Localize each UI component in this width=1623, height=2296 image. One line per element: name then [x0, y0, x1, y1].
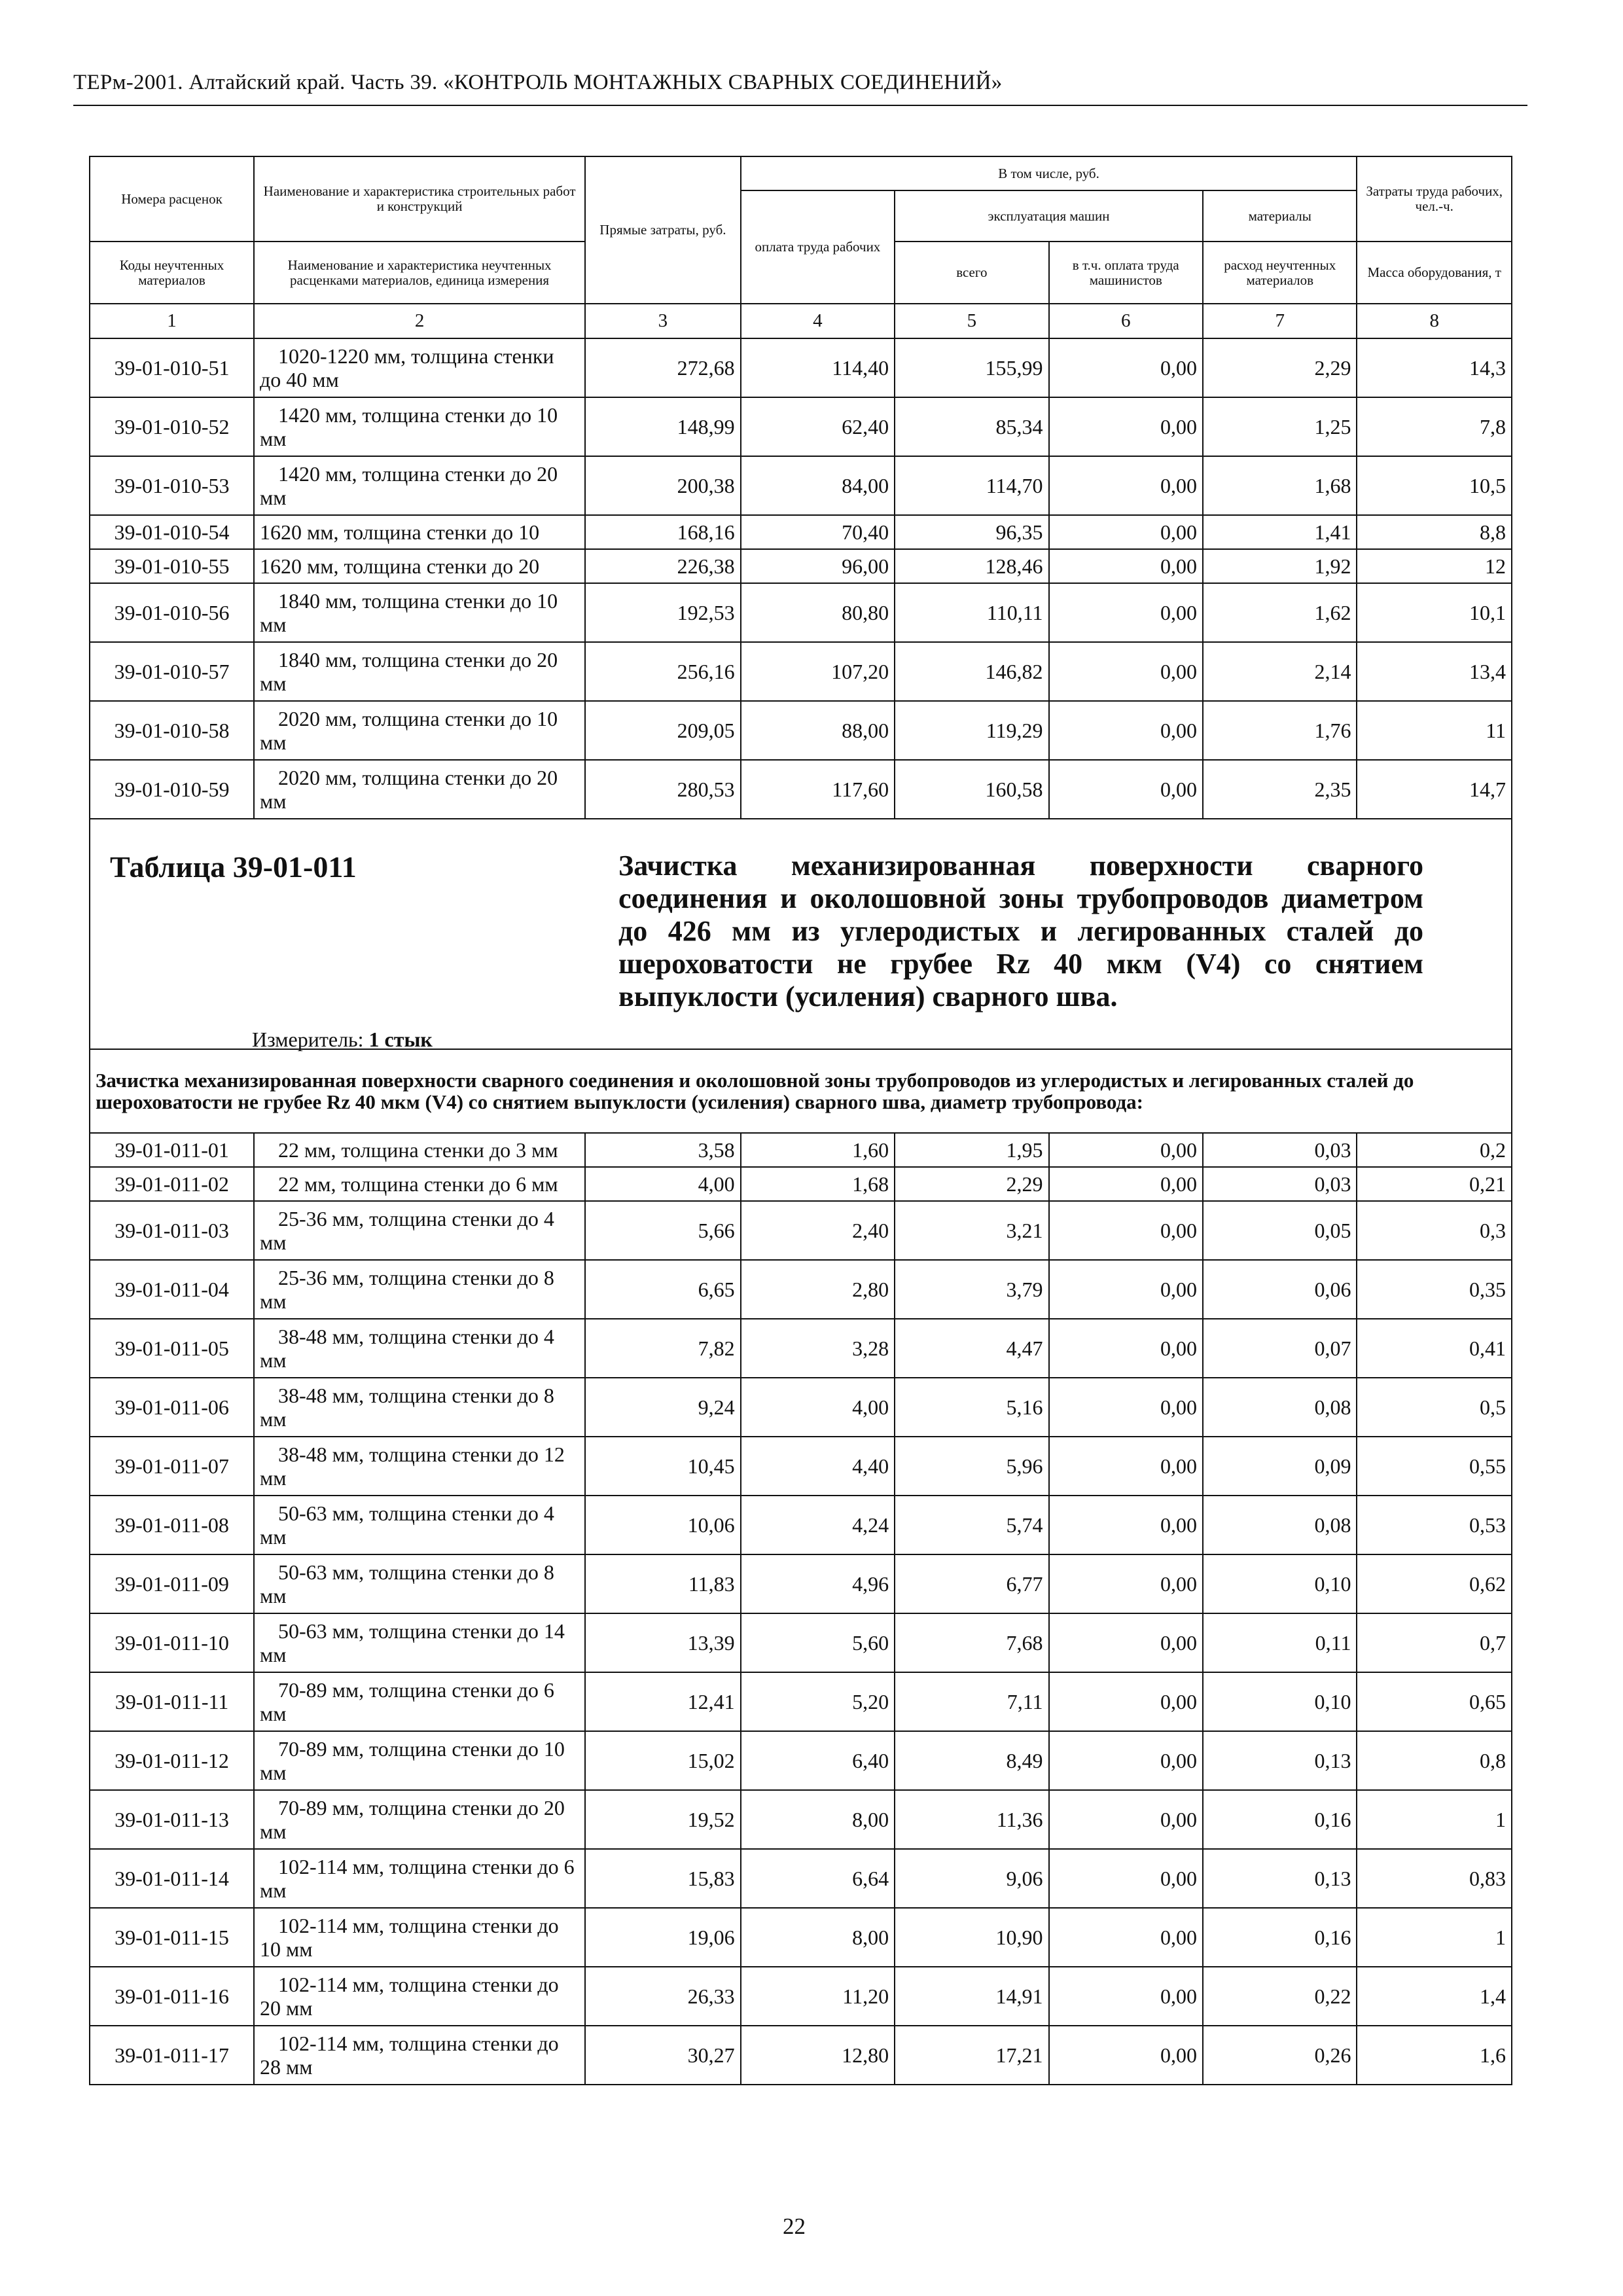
table-row [90, 760, 1512, 819]
worker-pay: 1,60 [741, 1133, 895, 1167]
materials-cost: 0,06 [1203, 1260, 1357, 1319]
rate-code: 39-01-011-13 [90, 1790, 254, 1849]
rate-code: 39-01-011-12 [90, 1731, 254, 1790]
table-row [90, 1790, 1512, 1849]
table-row [90, 701, 1512, 760]
rate-name [254, 1672, 585, 1731]
operator-pay: 0,00 [1049, 583, 1203, 642]
table-row [90, 1672, 1512, 1731]
rate-name-text: 1840 мм, толщина стенки до 10 мм [260, 589, 558, 636]
direct-costs: 192,53 [585, 583, 741, 642]
head-including: В том числе, руб. [741, 156, 1357, 190]
head-unaccounted-codes: Коды неучтенных материалов [90, 242, 254, 304]
machine-total: 96,35 [895, 515, 1048, 549]
machine-total: 8,49 [895, 1731, 1048, 1790]
machine-total: 114,70 [895, 456, 1048, 515]
machine-total: 5,96 [895, 1437, 1048, 1496]
rate-name-text: 38-48 мм, толщина стенки до 12 мм [260, 1443, 565, 1490]
rate-name-text: 38-48 мм, толщина стенки до 8 мм [260, 1384, 554, 1431]
materials-cost: 0,13 [1203, 1849, 1357, 1908]
column-number: 8 [1357, 304, 1512, 338]
rate-name [254, 1319, 585, 1378]
rate-name-text: 1420 мм, толщина стенки до 20 мм [260, 462, 558, 509]
worker-pay: 12,80 [741, 2026, 895, 2085]
machine-total: 4,47 [895, 1319, 1048, 1378]
direct-costs: 30,27 [585, 2026, 741, 2085]
machine-total: 3,21 [895, 1201, 1048, 1260]
table-row [90, 1613, 1512, 1672]
labor-hours: 0,3 [1357, 1201, 1512, 1260]
direct-costs: 9,24 [585, 1378, 741, 1437]
labor-hours: 13,4 [1357, 642, 1512, 701]
worker-pay: 4,00 [741, 1378, 895, 1437]
table-row [90, 1133, 1512, 1167]
rate-code: 39-01-010-56 [90, 583, 254, 642]
table-row [90, 642, 1512, 701]
machine-total: 5,74 [895, 1496, 1048, 1554]
table-row [90, 397, 1512, 456]
materials-cost: 0,16 [1203, 1908, 1357, 1967]
rate-code: 39-01-010-53 [90, 456, 254, 515]
rate-code: 39-01-010-59 [90, 760, 254, 819]
materials-cost: 1,92 [1203, 549, 1357, 583]
worker-pay: 62,40 [741, 397, 895, 456]
rows-011-body [90, 1133, 1512, 2085]
rate-code: 39-01-010-54 [90, 515, 254, 549]
column-number: 6 [1049, 304, 1203, 338]
materials-cost: 0,13 [1203, 1731, 1357, 1790]
materials-cost: 1,68 [1203, 456, 1357, 515]
table-row [90, 1849, 1512, 1908]
rate-name [254, 1378, 585, 1437]
rate-name-text: 102-114 мм, толщина стенки до 20 мм [260, 1973, 559, 2020]
materials-cost: 1,25 [1203, 397, 1357, 456]
worker-pay: 2,80 [741, 1260, 895, 1319]
table-section [90, 819, 1512, 1049]
machine-total: 9,06 [895, 1849, 1048, 1908]
direct-costs: 7,82 [585, 1319, 741, 1378]
rate-name [254, 760, 585, 819]
table-row [90, 456, 1512, 515]
table-row [90, 1731, 1512, 1790]
rate-name [254, 642, 585, 701]
rate-code: 39-01-011-17 [90, 2026, 254, 2085]
head-incl-operator-pay: в т.ч. оплата труда машинистов [1049, 242, 1203, 304]
labor-hours: 1,6 [1357, 2026, 1512, 2085]
machine-total: 5,16 [895, 1378, 1048, 1437]
operator-pay: 0,00 [1049, 701, 1203, 760]
rate-name [254, 1496, 585, 1554]
machine-total: 110,11 [895, 583, 1048, 642]
rate-name [254, 1613, 585, 1672]
rate-code: 39-01-010-52 [90, 397, 254, 456]
rate-code: 39-01-011-02 [90, 1167, 254, 1201]
materials-cost: 0,10 [1203, 1554, 1357, 1613]
labor-hours: 1 [1357, 1790, 1512, 1849]
direct-costs: 6,65 [585, 1260, 741, 1319]
direct-costs: 4,00 [585, 1167, 741, 1201]
machine-total: 1,95 [895, 1133, 1048, 1167]
direct-costs: 19,52 [585, 1790, 741, 1849]
direct-costs: 19,06 [585, 1908, 741, 1967]
header-rule [73, 105, 1527, 106]
machine-total: 17,21 [895, 2026, 1048, 2085]
rate-name-text: 25-36 мм, толщина стенки до 8 мм [260, 1266, 554, 1313]
column-number: 5 [895, 304, 1048, 338]
operator-pay: 0,00 [1049, 1378, 1203, 1437]
table-row [90, 549, 1512, 583]
worker-pay: 4,24 [741, 1496, 895, 1554]
materials-cost: 1,62 [1203, 583, 1357, 642]
head-total: всего [895, 242, 1048, 304]
materials-cost: 0,08 [1203, 1378, 1357, 1437]
labor-hours: 0,8 [1357, 1731, 1512, 1790]
labor-hours: 8,8 [1357, 515, 1512, 549]
direct-costs: 272,68 [585, 338, 741, 397]
table-row [90, 1201, 1512, 1260]
direct-costs: 5,66 [585, 1201, 741, 1260]
machine-total: 3,79 [895, 1260, 1048, 1319]
labor-hours: 0,21 [1357, 1167, 1512, 1201]
rate-name-text: 25-36 мм, толщина стенки до 4 мм [260, 1207, 554, 1254]
column-number: 4 [741, 304, 895, 338]
column-number: 3 [585, 304, 741, 338]
materials-cost: 0,03 [1203, 1133, 1357, 1167]
labor-hours: 0,83 [1357, 1849, 1512, 1908]
rate-name-text: 1840 мм, толщина стенки до 20 мм [260, 648, 558, 695]
direct-costs: 10,45 [585, 1437, 741, 1496]
rate-name [254, 397, 585, 456]
page-number: 22 [783, 2214, 806, 2239]
direct-costs: 12,41 [585, 1672, 741, 1731]
head-unaccounted-names: Наименование и характеристика неучтенных расценками материалов, единица измерения [254, 242, 585, 304]
operator-pay: 0,00 [1049, 1849, 1203, 1908]
direct-costs: 3,58 [585, 1133, 741, 1167]
head-rate-numbers: Номера расценок [90, 156, 254, 242]
materials-cost: 0,26 [1203, 2026, 1357, 2085]
worker-pay: 88,00 [741, 701, 895, 760]
direct-costs: 256,16 [585, 642, 741, 701]
rate-name-text: 1620 мм, толщина стенки до 10 [260, 520, 540, 544]
labor-hours: 1,4 [1357, 1967, 1512, 2026]
direct-costs: 226,38 [585, 549, 741, 583]
worker-pay: 114,40 [741, 338, 895, 397]
worker-pay: 84,00 [741, 456, 895, 515]
rate-name-text: 22 мм, толщина стенки до 6 мм [278, 1172, 558, 1196]
head-labor-costs: Затраты труда рабочих, чел.-ч. [1357, 156, 1512, 242]
head-equipment-mass: Масса оборудования, т [1357, 242, 1512, 304]
operator-pay: 0,00 [1049, 1496, 1203, 1554]
table-label: Таблица 39-01-011 [110, 850, 357, 884]
meter-value: 1 стык [368, 1028, 433, 1051]
worker-pay: 107,20 [741, 642, 895, 701]
materials-cost: 0,03 [1203, 1167, 1357, 1201]
table-row [90, 515, 1512, 549]
rate-code: 39-01-011-10 [90, 1613, 254, 1672]
rate-name-text: 1420 мм, толщина стенки до 10 мм [260, 403, 558, 450]
head-materials: материалы [1203, 190, 1357, 242]
labor-hours: 11 [1357, 701, 1512, 760]
rows-010-body [90, 338, 1512, 1133]
table-row [90, 1496, 1512, 1554]
materials-cost: 2,29 [1203, 338, 1357, 397]
rate-name [254, 1437, 585, 1496]
operator-pay: 0,00 [1049, 642, 1203, 701]
labor-hours: 10,5 [1357, 456, 1512, 515]
materials-cost: 2,14 [1203, 642, 1357, 701]
direct-costs: 10,06 [585, 1496, 741, 1554]
rate-code: 39-01-010-51 [90, 338, 254, 397]
rate-name-text: 102-114 мм, толщина стенки до 28 мм [260, 2032, 559, 2079]
head-worker-pay: оплата труда рабочих [741, 190, 895, 304]
head-unaccounted-consumption: расход неучтенных материалов [1203, 242, 1357, 304]
operator-pay: 0,00 [1049, 1319, 1203, 1378]
rate-name [254, 1908, 585, 1967]
labor-hours: 1 [1357, 1908, 1512, 1967]
worker-pay: 11,20 [741, 1967, 895, 2026]
table-row [90, 338, 1512, 397]
rate-name [254, 1790, 585, 1849]
table-row [90, 1908, 1512, 1967]
meter [252, 1028, 433, 1052]
rate-name-text: 2020 мм, толщина стенки до 10 мм [260, 707, 558, 754]
materials-cost: 1,41 [1203, 515, 1357, 549]
rate-code: 39-01-011-06 [90, 1378, 254, 1437]
worker-pay: 8,00 [741, 1790, 895, 1849]
labor-hours: 0,65 [1357, 1672, 1512, 1731]
head-work-name: Наименование и характеристика строительных работ и конструкций [254, 156, 585, 242]
meter-label: Измеритель: [252, 1028, 364, 1051]
operator-pay: 0,00 [1049, 760, 1203, 819]
column-number: 7 [1203, 304, 1357, 338]
table-row [90, 1378, 1512, 1437]
rate-code: 39-01-011-07 [90, 1437, 254, 1496]
table-row [90, 1967, 1512, 2026]
rates-table [89, 156, 1512, 2085]
rate-code: 39-01-011-04 [90, 1260, 254, 1319]
operator-pay: 0,00 [1049, 397, 1203, 456]
table-title: Зачистка механизированная поверхности сварного соединения и околошовной зоны трубопроводов диаметром до 426 мм из углеродистых и легированных сталей до шероховатости не грубее Rz 40 мкм (V4) со снятием выпуклости (усиления) сварного шва. [618, 850, 1423, 1013]
labor-hours: 14,7 [1357, 760, 1512, 819]
rate-name-text: 2020 мм, толщина стенки до 20 мм [260, 766, 558, 813]
rate-name [254, 1731, 585, 1790]
operator-pay: 0,00 [1049, 2026, 1203, 2085]
rate-code: 39-01-011-05 [90, 1319, 254, 1378]
labor-hours: 0,53 [1357, 1496, 1512, 1554]
rate-name [254, 549, 585, 583]
rate-name [254, 2026, 585, 2085]
rate-name [254, 1967, 585, 2026]
rate-name [254, 1201, 585, 1260]
rate-code: 39-01-011-08 [90, 1496, 254, 1554]
materials-cost: 2,35 [1203, 760, 1357, 819]
head-machine-ops: эксплуатация машин [895, 190, 1203, 242]
labor-hours: 14,3 [1357, 338, 1512, 397]
table-row [90, 583, 1512, 642]
materials-cost: 0,11 [1203, 1613, 1357, 1672]
operator-pay: 0,00 [1049, 1672, 1203, 1731]
labor-hours: 10,1 [1357, 583, 1512, 642]
materials-cost: 0,08 [1203, 1496, 1357, 1554]
labor-hours: 0,62 [1357, 1554, 1512, 1613]
rate-name-text: 1620 мм, толщина стенки до 20 [260, 554, 540, 578]
operator-pay: 0,00 [1049, 1133, 1203, 1167]
machine-total: 7,68 [895, 1613, 1048, 1672]
operator-pay: 0,00 [1049, 338, 1203, 397]
operator-pay: 0,00 [1049, 456, 1203, 515]
worker-pay: 6,64 [741, 1849, 895, 1908]
group-heading: Зачистка механизированная поверхности сварного соединения и околошовной зоны трубопроводов из углеродистых и легированных сталей до шероховатости не грубее Rz 40 мкм (V4) со снятием выпуклости (усиления) сварного шва, диаметр трубопровода: [90, 1049, 1512, 1133]
worker-pay: 80,80 [741, 583, 895, 642]
rate-name-text: 70-89 мм, толщина стенки до 20 мм [260, 1796, 565, 1843]
worker-pay: 1,68 [741, 1167, 895, 1201]
rate-name [254, 1554, 585, 1613]
rate-code: 39-01-011-11 [90, 1672, 254, 1731]
column-number: 1 [90, 304, 254, 338]
operator-pay: 0,00 [1049, 1790, 1203, 1849]
direct-costs: 15,02 [585, 1731, 741, 1790]
worker-pay: 4,96 [741, 1554, 895, 1613]
worker-pay: 117,60 [741, 760, 895, 819]
worker-pay: 5,60 [741, 1613, 895, 1672]
labor-hours: 0,35 [1357, 1260, 1512, 1319]
operator-pay: 0,00 [1049, 1967, 1203, 2026]
labor-hours: 0,2 [1357, 1133, 1512, 1167]
direct-costs: 15,83 [585, 1849, 741, 1908]
column-numbers-row [90, 304, 1512, 338]
direct-costs: 280,53 [585, 760, 741, 819]
materials-cost: 0,22 [1203, 1967, 1357, 2026]
rate-name [254, 1133, 585, 1167]
rate-name [254, 583, 585, 642]
rate-name-text: 70-89 мм, толщина стенки до 10 мм [260, 1737, 565, 1784]
rate-code: 39-01-011-09 [90, 1554, 254, 1613]
operator-pay: 0,00 [1049, 1260, 1203, 1319]
worker-pay: 3,28 [741, 1319, 895, 1378]
operator-pay: 0,00 [1049, 1554, 1203, 1613]
worker-pay: 70,40 [741, 515, 895, 549]
machine-total: 155,99 [895, 338, 1048, 397]
worker-pay: 8,00 [741, 1908, 895, 1967]
operator-pay: 0,00 [1049, 1167, 1203, 1201]
rate-name-text: 1020-1220 мм, толщина стенки до 40 мм [260, 344, 554, 391]
rate-name [254, 338, 585, 397]
operator-pay: 0,00 [1049, 549, 1203, 583]
direct-costs: 209,05 [585, 701, 741, 760]
rate-code: 39-01-010-55 [90, 549, 254, 583]
rate-code: 39-01-010-57 [90, 642, 254, 701]
rate-name-text: 50-63 мм, толщина стенки до 8 мм [260, 1560, 554, 1607]
rate-name [254, 1849, 585, 1908]
rate-name-text: 70-89 мм, толщина стенки до 6 мм [260, 1678, 554, 1725]
machine-total: 160,58 [895, 760, 1048, 819]
labor-hours: 0,41 [1357, 1319, 1512, 1378]
rate-name-text: 50-63 мм, толщина стенки до 14 мм [260, 1619, 565, 1666]
table-row [90, 1554, 1512, 1613]
table-row [90, 1319, 1512, 1378]
machine-total: 146,82 [895, 642, 1048, 701]
head-direct-costs: Прямые затраты, руб. [585, 156, 741, 304]
operator-pay: 0,00 [1049, 1201, 1203, 1260]
direct-costs: 26,33 [585, 1967, 741, 2026]
rate-code: 39-01-011-14 [90, 1849, 254, 1908]
direct-costs: 11,83 [585, 1554, 741, 1613]
operator-pay: 0,00 [1049, 1613, 1203, 1672]
table-section-row [90, 819, 1512, 1049]
machine-total: 2,29 [895, 1167, 1048, 1201]
table-row [90, 1260, 1512, 1319]
direct-costs: 168,16 [585, 515, 741, 549]
machine-total: 10,90 [895, 1908, 1048, 1967]
machine-total: 7,11 [895, 1672, 1048, 1731]
operator-pay: 0,00 [1049, 1731, 1203, 1790]
rate-code: 39-01-010-58 [90, 701, 254, 760]
worker-pay: 5,20 [741, 1672, 895, 1731]
machine-total: 14,91 [895, 1967, 1048, 2026]
direct-costs: 200,38 [585, 456, 741, 515]
worker-pay: 4,40 [741, 1437, 895, 1496]
labor-hours: 0,7 [1357, 1613, 1512, 1672]
table-row [90, 2026, 1512, 2085]
worker-pay: 2,40 [741, 1201, 895, 1260]
rate-code: 39-01-011-15 [90, 1908, 254, 1967]
labor-hours: 0,5 [1357, 1378, 1512, 1437]
rate-name [254, 701, 585, 760]
materials-cost: 1,76 [1203, 701, 1357, 760]
direct-costs: 148,99 [585, 397, 741, 456]
machine-total: 128,46 [895, 549, 1048, 583]
machine-total: 85,34 [895, 397, 1048, 456]
operator-pay: 0,00 [1049, 515, 1203, 549]
labor-hours: 12 [1357, 549, 1512, 583]
materials-cost: 0,16 [1203, 1790, 1357, 1849]
operator-pay: 0,00 [1049, 1437, 1203, 1496]
running-header: ТЕРм-2001. Алтайский край. Часть 39. «КОНТРОЛЬ МОНТАЖНЫХ СВАРНЫХ СОЕДИНЕНИЙ» [73, 71, 1003, 94]
rate-name [254, 1167, 585, 1201]
materials-cost: 0,05 [1203, 1201, 1357, 1260]
materials-cost: 0,09 [1203, 1437, 1357, 1496]
rate-name-text: 50-63 мм, толщина стенки до 4 мм [260, 1501, 554, 1549]
rate-code: 39-01-011-16 [90, 1967, 254, 2026]
rate-name [254, 456, 585, 515]
table-row [90, 1167, 1512, 1201]
rate-name-text: 102-114 мм, толщина стенки до 6 мм [260, 1855, 575, 1902]
materials-cost: 0,07 [1203, 1319, 1357, 1378]
direct-costs: 13,39 [585, 1613, 741, 1672]
rate-name [254, 1260, 585, 1319]
rate-name-text: 38-48 мм, толщина стенки до 4 мм [260, 1325, 554, 1372]
machine-total: 11,36 [895, 1790, 1048, 1849]
worker-pay: 96,00 [741, 549, 895, 583]
labor-hours: 0,55 [1357, 1437, 1512, 1496]
group-heading-row [90, 1049, 1512, 1133]
rate-code: 39-01-011-01 [90, 1133, 254, 1167]
rate-name-text: 102-114 мм, толщина стенки до 10 мм [260, 1914, 559, 1961]
column-number: 2 [254, 304, 585, 338]
rate-name [254, 515, 585, 549]
machine-total: 119,29 [895, 701, 1048, 760]
worker-pay: 6,40 [741, 1731, 895, 1790]
materials-cost: 0,10 [1203, 1672, 1357, 1731]
rate-name-text: 22 мм, толщина стенки до 3 мм [278, 1138, 558, 1162]
rate-code: 39-01-011-03 [90, 1201, 254, 1260]
table-row [90, 1437, 1512, 1496]
labor-hours: 7,8 [1357, 397, 1512, 456]
machine-total: 6,77 [895, 1554, 1048, 1613]
operator-pay: 0,00 [1049, 1908, 1203, 1967]
